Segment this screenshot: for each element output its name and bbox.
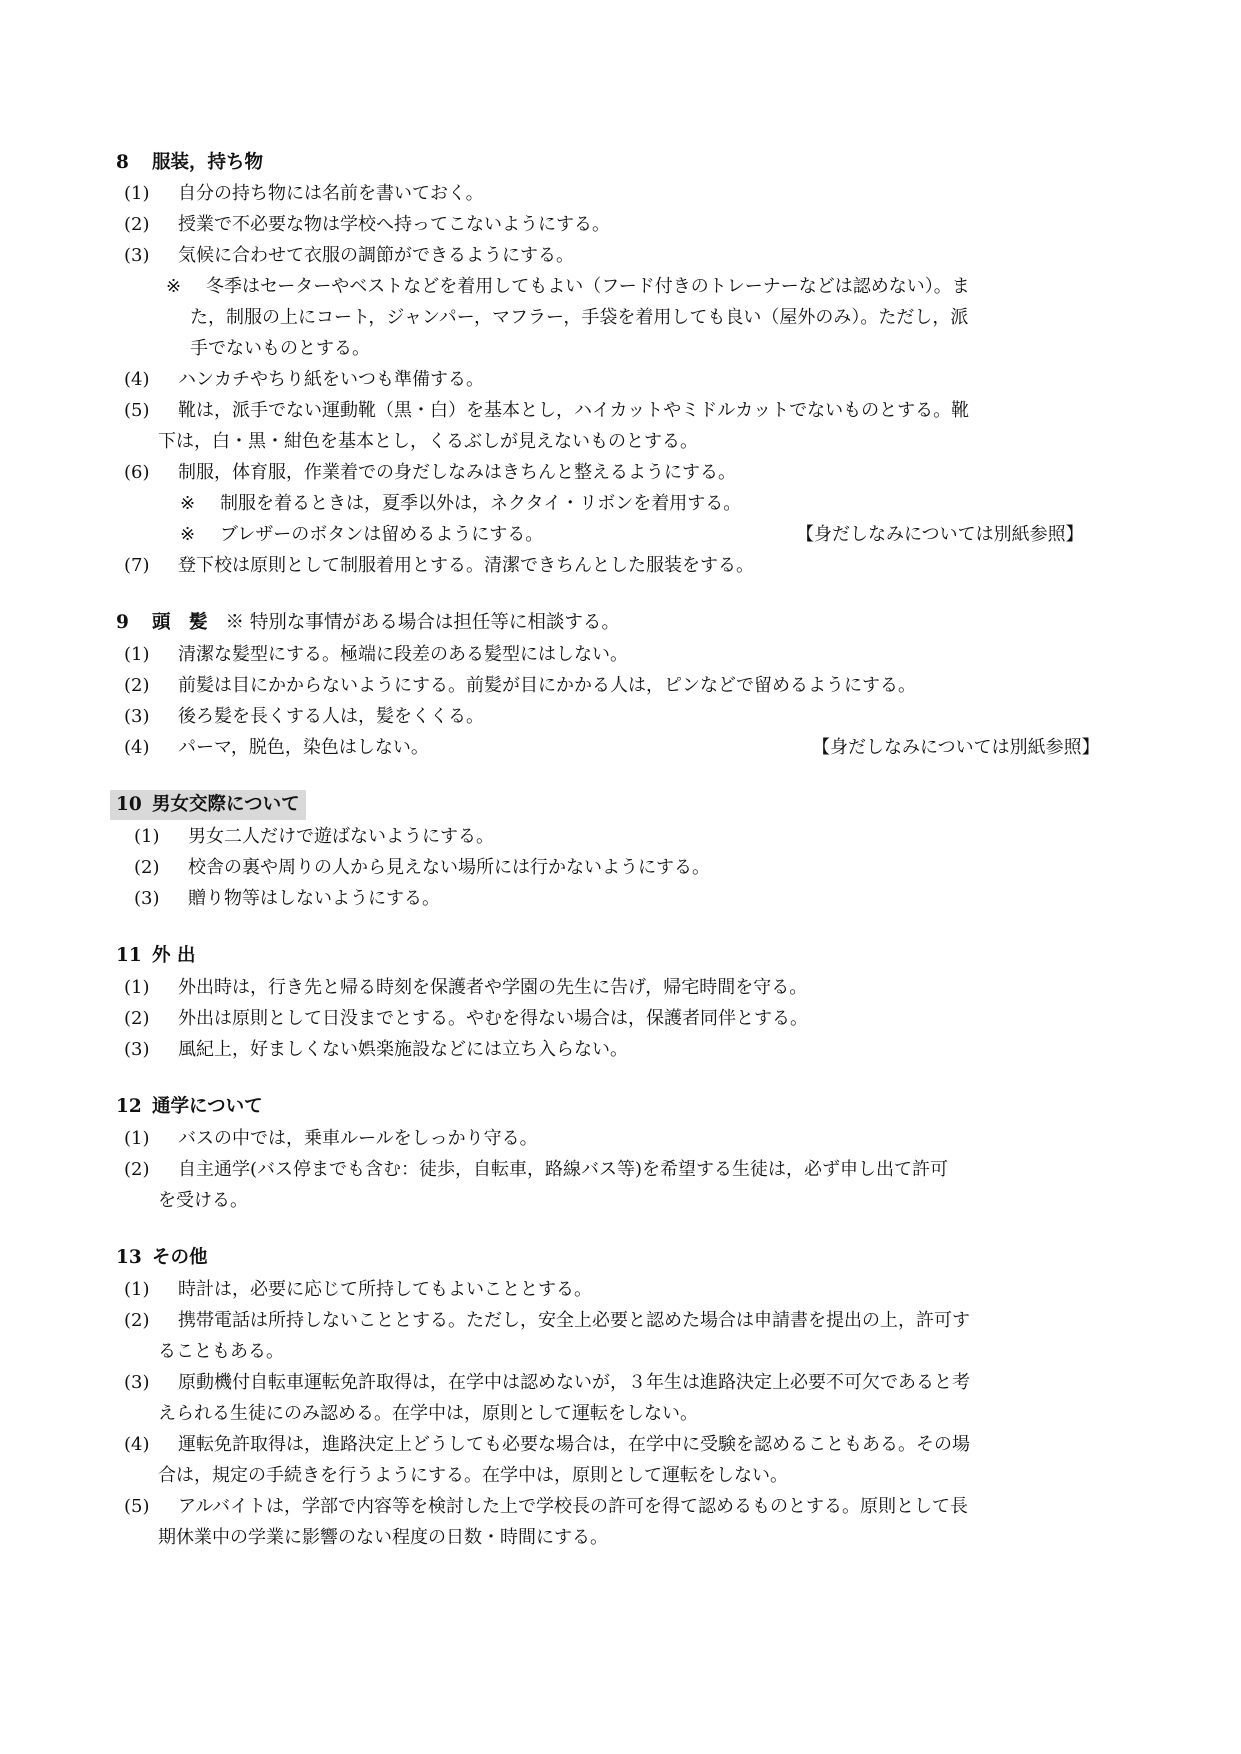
list-item: (4) ハンカチやちり紙をいつも準備する。 bbox=[124, 369, 484, 390]
item-continuation: えられる生徒にのみ認める。在学中は，原則として運転をしない。 bbox=[158, 1403, 698, 1424]
list-item: (1) 時計は，必要に応じて所持してもよいこととする。 bbox=[124, 1279, 592, 1300]
section-title: 男女交際について bbox=[152, 794, 300, 815]
section-number: 9 bbox=[116, 612, 129, 633]
section-number: 10 bbox=[116, 794, 142, 815]
note-line: ※ 冬季はセーターやベストなどを着用してもよい（フード付きのトレーナーなどは認めない）。ま bbox=[166, 276, 970, 297]
list-item: (1) 自分の持ち物には名前を書いておく。 bbox=[124, 183, 484, 204]
item-continuation: 合は，規定の手続きを行うようにする。在学中は，原則として運転をしない。 bbox=[158, 1465, 788, 1486]
item-continuation: 下は，白・黒・紺色を基本とし，くるぶしが見えないものとする。 bbox=[158, 431, 698, 452]
list-item: (6) 制服，体育服，作業着での身だしなみはきちんと整えるようにする。 bbox=[124, 462, 736, 483]
section-number: 13 bbox=[116, 1247, 142, 1268]
section-13-heading bbox=[116, 1243, 208, 1273]
item-continuation: ることもある。 bbox=[158, 1341, 284, 1362]
list-item: (2) 携帯電話は所持しないこととする。ただし，安全上必要と認めた場合は申請書を提出の上，許可す bbox=[124, 1310, 970, 1331]
reference-note: 【身だしなみについては別紙参照】 bbox=[812, 737, 1100, 758]
list-item: (3) 後ろ髪を長くする人は，髪をくくる。 bbox=[124, 706, 484, 727]
list-item: (2) 授業で不必要な物は学校へ持ってこないようにする。 bbox=[124, 214, 610, 235]
list-item: (3) 風紀上，好ましくない娯楽施設などには立ち入らない。 bbox=[124, 1039, 628, 1060]
section-note: ※ 特別な事情がある場合は担任等に相談する。 bbox=[225, 612, 620, 633]
list-item: (3) 原動機付自転車運転免許取得は，在学中は認めないが，３年生は進路決定上必要不可欠であると考 bbox=[124, 1372, 970, 1393]
section-title: 服装，持ち物 bbox=[152, 152, 264, 173]
section-11-heading bbox=[116, 941, 195, 971]
list-item: (4) パーマ，脱色，染色はしない。 bbox=[124, 737, 429, 758]
section-title: その他 bbox=[152, 1247, 208, 1268]
list-item: (3) 気候に合わせて衣服の調節ができるようにする。 bbox=[124, 245, 574, 266]
list-item: (2) 前髪は目にかからないようにする。前髪が目にかかる人は，ピンなどで留めるようにする。 bbox=[124, 675, 916, 696]
section-number: 12 bbox=[116, 1096, 142, 1117]
list-item: (1) バスの中では，乗車ルールをしっかり守る。 bbox=[124, 1128, 538, 1149]
list-item: (1) 外出時は，行き先と帰る時刻を保護者や学園の先生に告げ，帰宅時間を守る。 bbox=[124, 977, 808, 998]
section-10-heading bbox=[110, 790, 306, 820]
list-item: (3) 贈り物等はしないようにする。 bbox=[134, 888, 440, 909]
list-item: (1) 男女二人だけで遊ばないようにする。 bbox=[134, 826, 494, 847]
note-line: ※ 制服を着るときは，夏季以外は，ネクタイ・リボンを着用する。 bbox=[180, 493, 742, 514]
section-12-heading bbox=[116, 1092, 263, 1122]
item-continuation: 期休業中の学業に影響のない程度の日数・時間にする。 bbox=[158, 1527, 608, 1548]
section-title: 通学について bbox=[152, 1096, 263, 1117]
section-number: 11 bbox=[116, 945, 142, 966]
list-item: (7) 登下校は原則として制服着用とする。清潔できちんとした服装をする。 bbox=[124, 555, 754, 576]
section-8-heading bbox=[116, 148, 263, 178]
note-continuation: 手でないものとする。 bbox=[190, 338, 370, 359]
note-continuation: た，制服の上にコート，ジャンパー，マフラー，手袋を着用しても良い（屋外のみ）。ただし，派 bbox=[190, 307, 969, 328]
list-item: (4) 運転免許取得は，進路決定上どうしても必要な場合は，在学中に受験を認めることもある。その場 bbox=[124, 1434, 970, 1455]
list-item: (1) 清潔な髪型にする。極端に段差のある髪型にはしない。 bbox=[124, 644, 628, 665]
section-9-heading bbox=[116, 608, 620, 638]
section-number: 8 bbox=[116, 152, 129, 173]
note-line: ※ ブレザーのボタンは留めるようにする。 bbox=[180, 524, 544, 545]
item-continuation: を受ける。 bbox=[158, 1190, 248, 1211]
list-item: (2) 自主通学(バス停までも含む：徒歩，自転車，路線バス等)を希望する生徒は，必ず申し出て許可 bbox=[124, 1159, 949, 1180]
section-title: 頭 髪 bbox=[152, 612, 208, 633]
section-title: 外 出 bbox=[152, 945, 196, 966]
list-item: (2) 外出は原則として日没までとする。やむを得ない場合は，保護者同伴とする。 bbox=[124, 1008, 808, 1029]
list-item: (5) 靴は，派手でない運動靴（黒・白）を基本とし，ハイカットやミドルカットでないものとする。靴 bbox=[124, 400, 970, 421]
reference-note: 【身だしなみについては別紙参照】 bbox=[796, 524, 1084, 545]
list-item: (2) 校舎の裏や周りの人から見えない場所には行かないようにする。 bbox=[134, 857, 710, 878]
list-item: (5) アルバイトは，学部で内容等を検討した上で学校長の許可を得て認めるものとする。原則として長 bbox=[124, 1496, 969, 1517]
